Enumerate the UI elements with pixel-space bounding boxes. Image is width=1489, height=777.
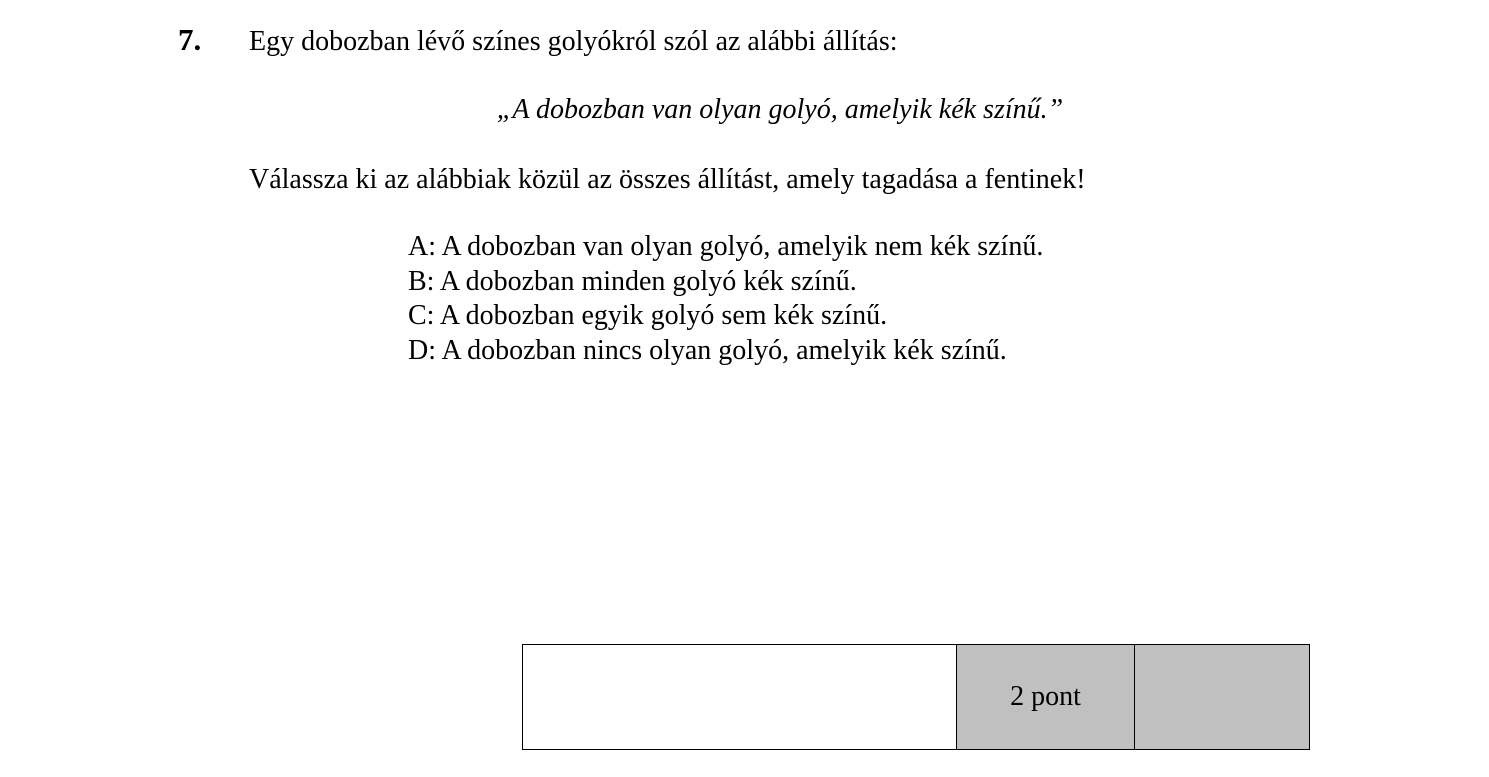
score-box <box>522 644 1310 750</box>
question-instruction: Válassza ki az alábbiak közül az összes állítást, amely tagadása a fentinek! <box>249 164 1086 195</box>
option-b: B: A dobozban minden golyó kék színű. <box>408 265 857 297</box>
quoted-statement: „A dobozban van olyan golyó, amelyik kék színű.” <box>496 94 1064 125</box>
options-list <box>408 230 1043 369</box>
question-intro: Egy dobozban lévő színes golyókról szól az alábbi állítás: <box>249 26 898 57</box>
question-number: 7. <box>178 22 202 57</box>
earned-points-field <box>1135 645 1309 749</box>
option-d: D: A dobozban nincs olyan golyó, amelyik kék színű. <box>408 335 1007 367</box>
option-a: A: A dobozban van olyan golyó, amelyik nem kék színű. <box>408 231 1044 262</box>
option-c: C: A dobozban egyik golyó sem kék színű. <box>408 300 888 332</box>
points-label: 2 pont <box>957 645 1135 749</box>
answer-field[interactable] <box>523 645 957 749</box>
